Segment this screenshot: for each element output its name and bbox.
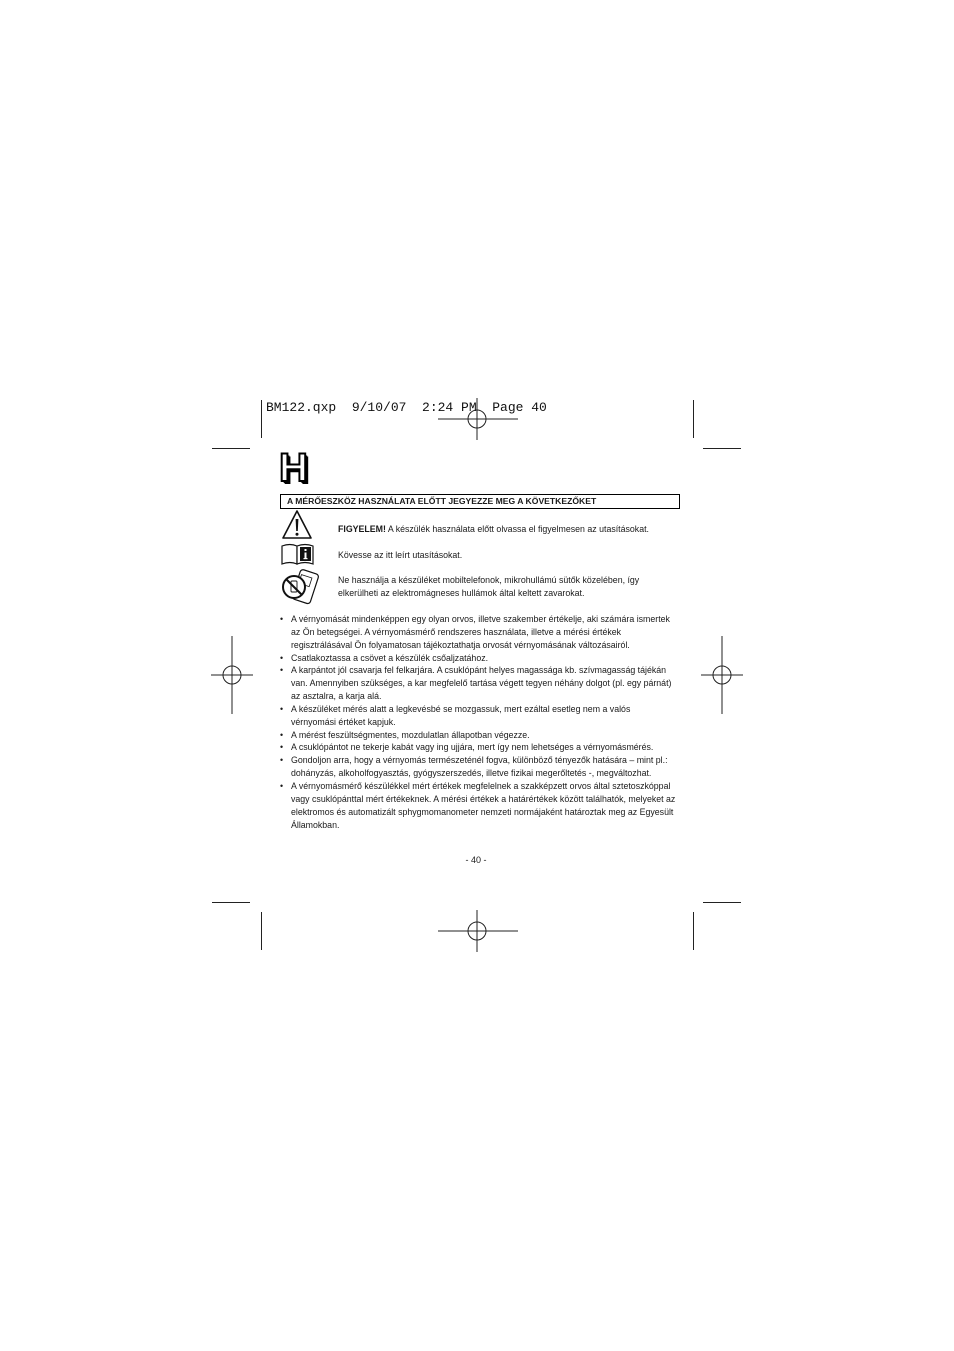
note-warning-bold: FIGYELEM! [338, 524, 386, 534]
list-item-text: A karpántot jól csavarja fel felkarjára. A csuklópánt helyes magassága kb. szívmagasság tájékán van. Amennyiben szükséges, a kar megfelelő tartása végett tegyen néhány dolgot (pl. egy párnát) az asztalra, a karja alá. [291, 665, 672, 702]
bullet-glyph: • [280, 729, 284, 740]
crop-mark-br-v [693, 912, 694, 950]
crop-mark-tr-v [693, 400, 694, 438]
list-item [280, 780, 676, 831]
note-warning [338, 523, 673, 536]
bullet-glyph: • [280, 665, 284, 676]
crop-mark-bl-v [261, 912, 262, 950]
warning-triangle-icon [281, 509, 313, 541]
list-item [280, 703, 676, 729]
no-mobile-phone-icon [279, 568, 321, 606]
list-item-text: A mérést feszültségmentes, mozdulatlan állapotban végezze. [291, 729, 530, 740]
list-item [280, 729, 676, 742]
list-item-text: A csuklópántot ne tekerje kabát vagy ing ujjára, mert így nem lehetséges a vérnyomásmérés. [291, 742, 654, 753]
crop-mark-tl-h [212, 448, 250, 449]
bullet-glyph: • [280, 652, 284, 663]
list-item [280, 741, 676, 754]
list-item-text: A készüléket mérés alatt a legkevésbé se mozgassuk, mert ezáltal esetleg nem a valós vérnyomási értéket kapjuk. [291, 703, 631, 727]
registration-mark-bottom-icon [438, 910, 518, 952]
bullet-glyph: • [280, 755, 284, 766]
list-item [280, 613, 676, 652]
bullet-glyph: • [280, 703, 284, 714]
list-item-text: Csatlakoztassa a csövet a készülék csőaljzatához. [291, 652, 489, 663]
note-info-text: Kövesse az itt leírt utasításokat. [338, 550, 463, 560]
note-warning-text: A készülék használata előtt olvassa el figyelmesen az utasításokat. [385, 524, 649, 534]
section-title: A MÉRŐESZKÖZ HASZNÁLATA ELŐTT JEGYEZZE MEG A KÖVETKEZŐKET [280, 494, 680, 509]
list-item [280, 652, 676, 665]
list-item [280, 754, 676, 780]
registration-mark-left-icon [211, 636, 253, 714]
bullet-glyph: • [280, 780, 284, 791]
info-manual-icon [280, 542, 316, 566]
bullet-glyph: • [280, 742, 284, 753]
page-number: - 40 - [465, 855, 487, 865]
registration-mark-right-icon [701, 636, 743, 714]
list-item-text: Gondoljon arra, hogy a vérnyomás természeténél fogva, különböző tényezők hatására – mint pl.: dohányzás, alkoholfogyasztás, gyógyszerszedés, illetve fizikai megerőltetés -, megváltozhat. [291, 755, 668, 779]
instruction-list [280, 613, 676, 831]
list-item-text: A vérnyomását mindenképpen egy olyan orvos, illetve szakember értékelje, aki számára ismertek az Ön betegségei. A vérnyomásmérő rendszeres használata, illetve a mérési értékek regisztrálásával Ön folyamatosan tájékoztathatja orvosát vérnyomásának változásairól. [291, 614, 670, 650]
crop-mark-tr-h [703, 448, 741, 449]
bullet-glyph: • [280, 614, 284, 624]
note-mobile [338, 574, 673, 600]
crop-mark-tl-v [261, 400, 262, 438]
list-item [280, 664, 676, 703]
print-slug: BM122.qxp 9/10/07 2:24 PM Page 40 [266, 400, 547, 415]
note-mobile-text: Ne használja a készüléket mobiltelefonok, mikrohullámú sütők közelében, így elkerülheti az elektromágneses hullámok által keltett zavarokat. [338, 575, 640, 598]
list-item-text: A vérnyomásmérő készülékkel mért értékek megfelelnek a szakképzett orvos által sztetoszkóppal vagy csuklópánttal mért értékeknek. A mérési értékek a határértékek között találhatók, melyeket az elektromos és automatizált sphygmomanometer nemzeti normájaként határoztak meg az Egyesült Államokban. [291, 780, 676, 830]
crop-mark-bl-h [212, 902, 250, 903]
crop-mark-br-h [703, 902, 741, 903]
language-letter: H [279, 446, 308, 490]
note-info [338, 549, 673, 562]
